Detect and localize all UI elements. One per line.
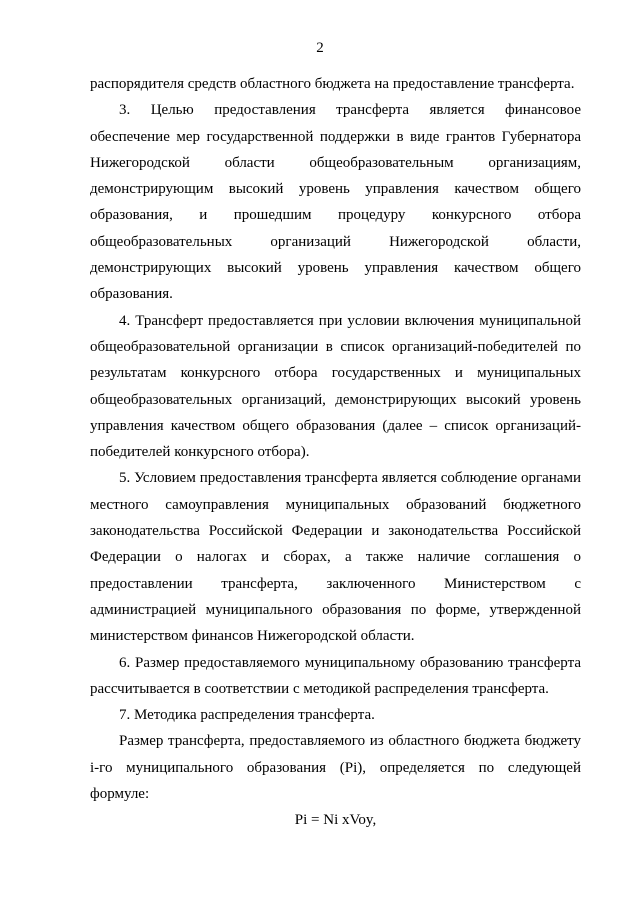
document-body <box>90 71 581 834</box>
formula: Pi = Ni xVoy, <box>294 812 377 829</box>
paragraph-continuation: распорядителя средств областного бюджета на предоставление трансферта. <box>90 76 575 92</box>
page-number: 2 <box>316 40 324 56</box>
paragraph-item-6: 6. Размер предоставляемого муниципальному образованию трансферта рассчитывается в соответствии с методикой распределения трансферта. <box>90 654 581 697</box>
paragraph-item-3: 3. Целью предоставления трансферта является финансовое обеспечение мер государственной поддержки в виде грантов Губернатора Нижегородской области общеобразовательным организациям, демонстрирующим высокий уровень управления качеством общего образования, и прошедшим процедуру конкурсного отбора общеобразовательных организаций Нижегородской области, демонстрирующих высокий уровень управления качеством общего образования. <box>90 102 581 303</box>
paragraph-transfer-size: Размер трансферта, предоставляемого из областного бюджета бюджету i-го муниципального образования (Pi), определяется по следующей формуле: <box>90 733 581 803</box>
paragraph-item-7: 7. Методика распределения трансферта. <box>119 707 375 724</box>
paragraph-item-5: 5. Условием предоставления трансферта является соблюдение органами местного самоуправления муниципальных образований бюджетного законодательства Российской Федерации и законодательства Российской Федерации о налогах и сборах, а также наличие соглашения о предоставлении трансферта, заключенного Министерством с администрацией муниципального образования по форме, утвержденной министерством финансов Нижегородской области. <box>90 470 581 645</box>
paragraph-item-4: 4. Трансферт предоставляется при условии включения муниципальной общеобразовательной организации в список организаций-победителей по результатам конкурсного отбора государственных и муниципальных общеобразовательных организаций, демонстрирующих высокий уровень управления качеством общего образования (далее – список организаций-победителей конкурсного отбора). <box>90 312 581 461</box>
